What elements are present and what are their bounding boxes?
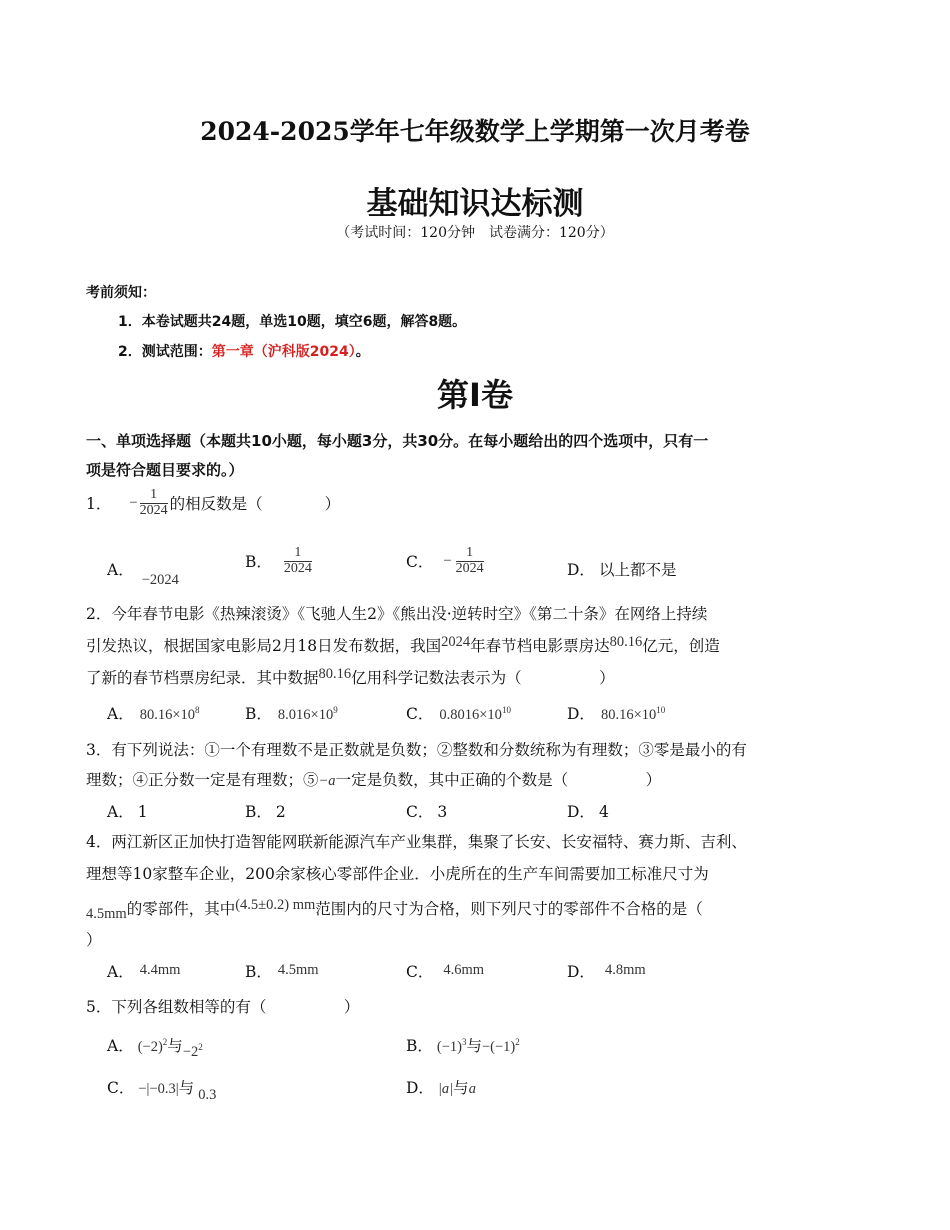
q2-c-value: $0.8016\times 10^{10}$ [439,705,511,723]
q1-c-den: 2024 [455,560,484,576]
q3-line2-b: 一定是负数，其中正确的个数是（ ） [335,771,662,789]
q2-option-a[interactable] [107,702,200,724]
notice-scope: 第一章（沪科版2024） [211,344,356,360]
q1-option-b[interactable] [245,546,312,576]
q1-b-den: 2024 [283,560,312,576]
exam-title: 2024-2025学年七年级数学上学期第一次月考卷 [200,117,750,146]
q2-line3-b: 亿用科学记数法表示为（ ） [351,669,615,687]
q5-option-a[interactable]: A． $(-2)^2$与$-2^2$ [107,1037,203,1060]
q4-option-b[interactable]: B． 4.5mm [245,962,319,981]
q4-line3-b: 范围内的尺寸为合格，则下列尺寸的零部件不合格的是（ [315,900,703,918]
q1-option-c[interactable] [406,546,484,576]
q1-frac-den: 2024 [139,502,168,518]
notice-label: 考前须知： [86,285,156,301]
notice-item-2-prefix: 2．测试范围： [118,344,212,360]
q1-a-label: A． [107,561,134,579]
notice-item-2-suffix: 。 [355,344,370,360]
q1-d-value: 以上都不是 [598,561,677,579]
q1-option-d[interactable] [567,558,676,580]
q3-option-d[interactable]: D． 4 [567,803,609,821]
q3-option-a[interactable]: A． 1 [107,803,148,821]
exam-subtitle: 基础知识达标测 [366,186,584,222]
q2-line3-a: 了新的春节档票房纪录．其中数据 [86,669,319,687]
q2-a-label: A． [107,705,134,723]
q4-line1: 4．两江新区正加快打造智能网联新能源汽车产业集群，集聚了长安、长安福特、赛力斯、吉利、 [86,833,747,851]
q5-option-c[interactable]: C． −|−0.3|与 0.3 [107,1079,217,1103]
q2-year: 2024 [441,634,471,650]
q1-fraction [140,488,168,518]
q2-line2-a: 引发热议，根据国家电影局2月18日发布数据，我国 [86,637,442,655]
q1-option-a[interactable] [107,558,179,588]
q4-option-d[interactable]: D． 4.8mm [567,962,646,981]
q3-line2 [86,768,661,790]
section-heading-line2: 项是符合题目要求的。） [86,461,244,479]
q5-option-b[interactable]: B． $(-1)^3$与$-(-1)^2$ [406,1037,520,1055]
q2-option-b[interactable] [245,702,338,724]
q1-a-value: −2024 [141,572,179,588]
exam-info: （考试时间：120分钟 试卷满分：120分） [336,225,614,241]
q1-neg: − [129,494,138,511]
q3-option-b[interactable]: B． 2 [245,803,286,821]
q5-c-label: C． [107,1079,135,1097]
q2-line3 [86,666,615,688]
q2-box-office: 80.16 [609,634,643,650]
q1-c-label: C． [406,553,434,572]
q4-standard-size: 4.5mm [86,906,127,922]
q3-line1: 3．有下列说法：①一个有理数不是正数就是负数；②整数和分数统称为有理数；③零是最小的有 [86,741,747,759]
question-1 [86,488,340,518]
q3-neg-a: −a [318,773,336,789]
q5-d-label: D． [406,1079,434,1097]
q4-line4: ） [86,931,102,949]
notice-item-1: 1．本卷试题共24题，单选10题，填空6题，解答8题。 [118,314,467,330]
q5-b-label: B． [406,1037,433,1055]
q1-c-neg: − [443,552,452,569]
volume-heading: 第Ⅰ卷 [437,376,513,414]
q2-line1: 2．今年春节电影《热辣滚烫》《飞驰人生2》《熊出没·逆转时空》《第二十条》在网络上持续 [86,605,708,623]
q2-b-label: B． [245,705,272,723]
q1-b-num: 1 [294,545,302,560]
q5-a-label: A． [107,1037,134,1055]
q1-frac-num: 1 [150,487,158,502]
q2-option-d[interactable] [567,702,665,724]
q4-option-c[interactable]: C． 4.6mm [406,962,485,981]
q1-text: 的相反数是（ ） [169,495,341,514]
q4-tolerance: (4.5±0.2) mm [235,897,316,913]
q1-number: 1． [86,495,112,514]
q1-c-fraction [456,546,484,576]
q3-option-c[interactable]: C． 3 [406,803,448,821]
q5-option-d[interactable]: D． |a|与a [406,1079,476,1097]
q4-option-a[interactable]: A． 4.4mm [107,962,181,981]
q4-line2: 理想等10家整车企业，200余家核心零部件企业．小虎所在的生产车间需要加工标准尺寸为 [86,865,709,883]
q4-line3-a: 的零部件，其中 [126,900,236,918]
section-heading-line1: 一、单项选择题（本题共10小题，每小题3分，共30分。在每小题给出的四个选项中，只有一 [86,432,709,450]
q2-a-value: $80.16\times 10^8$ [139,705,200,723]
q1-c-num: 1 [466,545,474,560]
q5-text: 5．下列各组数相等的有（ ） [86,998,360,1016]
q2-d-value: $80.16\times 10^{10}$ [600,705,666,723]
notice-item-2 [118,341,370,361]
q1-d-label: D． [567,561,595,579]
q1-b-fraction [284,546,312,576]
q3-line2-a: 理数；④正分数一定是有理数；⑤ [86,771,319,789]
q2-option-c[interactable] [406,702,511,724]
q2-value: 80.16 [318,666,352,682]
q4-line3 [86,897,703,922]
q2-c-label: C． [406,705,434,723]
q2-line2-c: 亿元，创造 [642,637,720,655]
q2-line2 [86,634,720,656]
q2-d-label: D． [567,705,595,723]
q2-line2-b: 年春节档电影票房达 [470,637,610,655]
q2-b-value: $8.016\times 10^9$ [277,705,338,723]
q1-b-label: B． [245,553,272,572]
